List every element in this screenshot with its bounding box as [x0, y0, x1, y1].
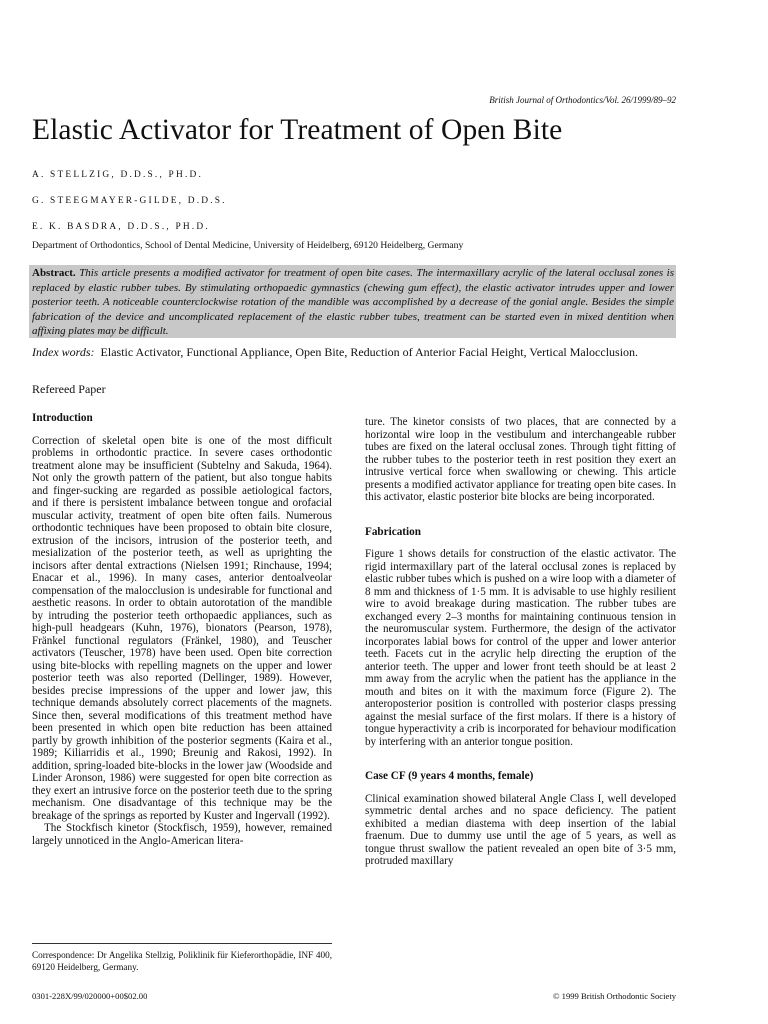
author-1: A. STELLZIG, D.D.S., PH.D.	[32, 170, 203, 180]
article-title: Elastic Activator for Treatment of Open Bite	[32, 114, 563, 146]
heading-case-cf: Case CF (9 years 4 months, female)	[365, 770, 534, 782]
footer-copyright: © 1999 British Orthodontic Society	[552, 991, 676, 1001]
abstract-label: Abstract.	[32, 267, 76, 279]
footer-code: 0301-228X/99/020000+00$02.00	[32, 991, 148, 1001]
index-words-text: Elastic Activator, Functional Appliance, Open Bite, Reduction of Anterior Facial Height, Vertical Malocclusion.	[100, 345, 639, 359]
correspondence-note: Correspondence: Dr Angelika Stellzig, Poliklinik für Kieferorthopädie, INF 400, 69120 Heidelberg, Germany.	[32, 950, 332, 972]
heading-fabrication: Fabrication	[365, 525, 421, 538]
article-page	[32, 0, 676, 1024]
refereed-label: Refereed Paper	[32, 382, 106, 396]
right-column	[365, 416, 676, 868]
affiliation: Department of Orthodontics, School of Dental Medicine, University of Heidelberg, 69120 Heidelberg, Germany	[32, 240, 464, 251]
journal-reference: British Journal of Orthodontics/Vol. 26/1999/89–92	[489, 95, 676, 105]
kinetor-paragraph: ture. The kinetor consists of two places, that are connected by a horizontal wire loop in the vestibulum and interchangeable rubber tubes are fixed on the lateral occlusal zones. Through tight fitting of the rubber tubes to the posterior teeth in rest position they exert an intrusive vertical force when swallowing or chewing. This article presents a modified activator appliance for treating open bite cases. In this activator, elastic posterior bite blocks are being incorporated.	[365, 416, 676, 503]
intro-paragraph-1: Correction of skeletal open bite is one of the most difficult problems in orthodontic practice. In severe cases orthodontic treatment alone may be insufficient (Subtelny and Sakuda, 1964). Not only the growth pattern of the patient, but also tongue habits and finger-sucking are regarded as possible aetiological factors, and if there is persistent imbalance between tongue and orofacial muscular activity, treatment of open bite often fails. Numerous orthodontic techniques have been proposed to obtain bite closure, extrusion of the incisors, intrusion of the posterior teeth, and mesialization of the posterior teeth, as well as uprighting the incisors after dental extractions (Nielsen 1991; Rinchause, 1994; Enacar et al., 1996). In many cases, anterior dentoalveolar compensation of the malocclusion is undesirable for functional and aesthetic reasons. In order to obtain autorotation of the mandible by intruding the posterior teeth orthopaedic appliances, such as high-pull headgears (Kuhn, 1976), bionators (Pearson, 1978), Fränkel functional regulators (Fränkel, 1980), and Teuscher activators (Teuscher, 1978) have been used. Open bite correction using bite-blocks with repelling magnets on the upper and lower posterior teeth was also reported (Dellinger, 1989). However, besides precise impressions of the upper and lower jaw, this technique demands absolutely correct placements of the magnets. Since then, several modifications of this treatment method have been presented in which open bite reduction has been attained partly by growth inhibition of the posterior segments (Kaira et al., 1989; Kiliarridis et al., 1990; Breunig and Rakosi, 1992). In addition, spring-loaded bite-blocks in the lower jaw (Woodside and Linder Aronson, 1986) were suggested for open bite correction as they exert an intrusive force on the posterior teeth due to the spring mechanism. One disadvantage of this technique may be the breakage of the springs as reported by Kuster and Ingervall (1992).	[32, 434, 332, 822]
abstract-text: This article presents a modified activator for treatment of open bite cases. The intermaxillary acrylic of the lateral occlusal zones is replaced by elastic rubber tubes. By stimulating orthopaedic gymnastics (chewing gum effect), the elastic activator intrudes upper and lower posterior teeth. A noticeable counterclockwise rotation of the mandible was accomplished by a decrease of the gonial angle. Besides the simple fabrication of the device and uncomplicated replacement of the elastic rubber tubes, treatment can be started even in mixed dentition when affixing plates may be difficult.	[32, 267, 675, 337]
author-3: E. K. BASDRA, D.D.S., PH.D.	[32, 222, 210, 232]
case-paragraph: Clinical examination showed bilateral Angle Class I, well developed symmetric dental arches and no space deficiency. The patient exhibited a median diastema with deep insertion of the labial fraenum. Due to dummy use until the age of 5 years, as well as tongue thrust swallow the patient revealed an open bite of 3·5 mm, protruded maxillary	[365, 792, 676, 867]
index-words-label: Index words:	[32, 345, 95, 359]
fabrication-paragraph: Figure 1 shows details for construction of the elastic activator. The rigid intermaxillary part of the lateral occlusal zones is replaced by elastic rubber tubes which is pushed on a wire loop with a diameter of 8 mm and thickness of 1·5 mm. It is advisable to use highly resilient wire to avoid breakage during mastication. The rubber tubes are exchanged every 2–3 months for maintaining continuous tension in the neuromuscular system. Furthermore, the design of the activator incorporates labial bows for control of the upper and lower anterior teeth. Facets cut in the acrylic help directing the eruption of the anterior teeth. The upper and lower front teeth should be at least 2 mm away from the acrylic when the patient has the appliance in the mouth and bites on it with the maximum force (Figure 2). The anteroposterior position is controlled with posterior clasps pressing against the mesial surface of the first molars. If there is a history of tongue hyperactivity a crib is incorporated for behaviour modification by interfering with an anterior tongue position.	[365, 548, 676, 748]
footnote-divider	[32, 943, 332, 944]
left-column	[32, 412, 332, 847]
abstract-box	[29, 265, 676, 338]
author-2: G. STEEGMAYER-GILDE, D.D.S.	[32, 196, 227, 206]
intro-paragraph-2: The Stockfisch kinetor (Stockfisch, 1959), however, remained largely unnoticed in the Anglo-American litera-	[32, 822, 332, 847]
index-words	[32, 345, 676, 360]
heading-introduction: Introduction	[32, 412, 93, 424]
